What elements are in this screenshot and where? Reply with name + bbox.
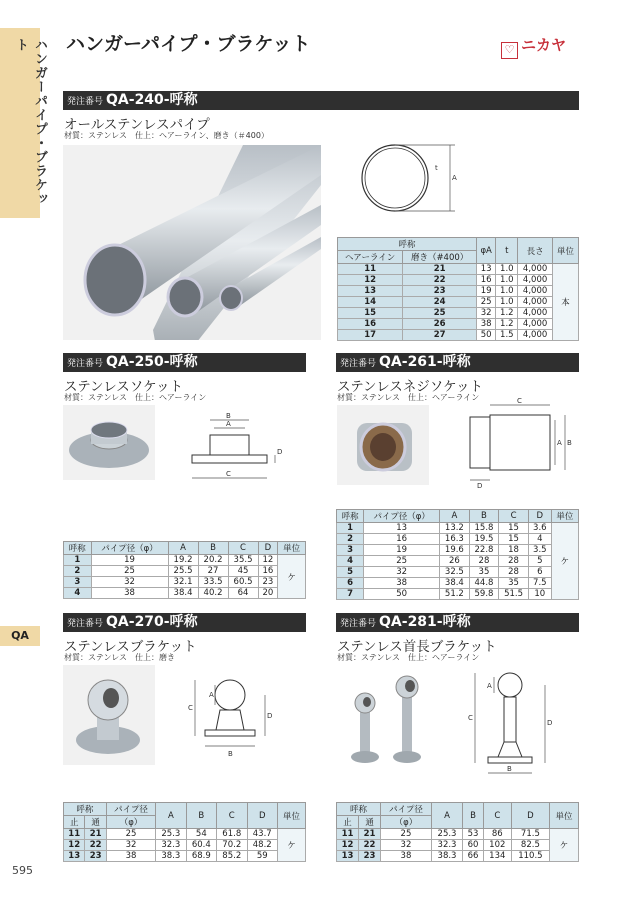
socket-diagram — [180, 410, 285, 485]
table-cell: 15 — [338, 308, 403, 319]
table-cell: 59 — [247, 851, 277, 862]
order-prefix: 発注番号 — [67, 619, 104, 629]
table-cell: 25.3 — [431, 829, 462, 840]
dim-label-a: A — [487, 682, 492, 690]
th-a: A — [156, 803, 186, 829]
table-cell: 12 — [338, 275, 403, 286]
table-cell: 27 — [198, 566, 228, 577]
table-cell: 32.1 — [168, 577, 198, 588]
table-cell: 4,000 — [518, 275, 553, 286]
table-cell: 19 — [91, 555, 168, 566]
table-cell: 21 — [85, 829, 106, 840]
table-cell: 35.5 — [228, 555, 258, 566]
screw-socket-diagram — [455, 395, 580, 490]
table-cell: 16 — [338, 319, 403, 330]
th-length: 長さ — [518, 238, 553, 264]
qa281-code: QA-281-呼称 — [379, 614, 471, 630]
table-cell: 1.0 — [496, 275, 518, 286]
table-row — [338, 308, 579, 319]
table-cell: 71.5 — [511, 829, 549, 840]
table-cell: 4,000 — [518, 330, 553, 341]
dim-label-a: A — [226, 420, 231, 428]
table-cell: 4 — [64, 588, 92, 599]
table-cell: 22.8 — [469, 545, 499, 556]
table-row — [338, 275, 579, 286]
table-cell: 4,000 — [518, 308, 553, 319]
qa250-code: QA-250-呼称 — [106, 354, 198, 370]
table-row — [338, 330, 579, 341]
table-row — [337, 829, 579, 840]
order-prefix: 発注番号 — [340, 359, 377, 369]
table-cell: 27 — [403, 330, 477, 341]
table-cell: 12 — [64, 840, 85, 851]
qa281-name: ステンレス首長ブラケット — [337, 639, 497, 655]
table-cell: 25.5 — [168, 566, 198, 577]
table-cell: 1 — [337, 523, 364, 534]
side-category-tab — [0, 28, 47, 218]
table-header-cell: パイプ径（φ） — [364, 510, 440, 523]
qa240-header — [63, 91, 579, 110]
table-cell: 26 — [440, 556, 470, 567]
unit-cell: ケ — [551, 523, 578, 600]
table-cell: 38 — [476, 319, 495, 330]
th-pipe: パイプ径 — [381, 803, 432, 816]
table-cell: 23 — [258, 577, 278, 588]
table-cell: 25 — [364, 556, 440, 567]
th-stop: 止 — [337, 816, 359, 829]
index-tab-qa: QA — [0, 626, 40, 646]
table-cell: 68.9 — [186, 851, 216, 862]
table-row — [338, 319, 579, 330]
table-header-cell: パイプ径（φ） — [91, 542, 168, 555]
table-cell: 17 — [338, 330, 403, 341]
table-row — [337, 851, 579, 862]
dim-label-d: D — [547, 719, 553, 727]
table-cell: 38.4 — [168, 588, 198, 599]
qa261-name: ステンレスネジソケット — [337, 379, 484, 395]
th-unit: 単位 — [550, 803, 579, 829]
qa261-code: QA-261-呼称 — [379, 354, 471, 370]
table-cell: 23 — [85, 851, 106, 862]
table-header-row — [64, 542, 306, 555]
table-cell: 6 — [528, 567, 551, 578]
table-cell: 4 — [528, 534, 551, 545]
th-through: 通 — [359, 816, 381, 829]
table-cell: 19.2 — [168, 555, 198, 566]
table-cell: 13 — [64, 851, 85, 862]
table-cell: 32.5 — [440, 567, 470, 578]
dim-label-a: A — [209, 691, 214, 699]
table-cell: 23 — [403, 286, 477, 297]
th-through: 通 — [85, 816, 106, 829]
table-cell: 22 — [85, 840, 106, 851]
table-row — [64, 588, 306, 599]
table-cell: 16 — [364, 534, 440, 545]
table-cell: 24 — [403, 297, 477, 308]
table-cell: 22 — [359, 840, 381, 851]
qa250-table — [63, 541, 306, 599]
table-cell: 16 — [476, 275, 495, 286]
unit-cell: ケ — [277, 829, 305, 862]
table-cell: 43.7 — [247, 829, 277, 840]
table-cell: 19 — [364, 545, 440, 556]
heart-icon: ♡ — [501, 42, 518, 59]
table-cell: 38 — [91, 588, 168, 599]
table-cell: 12 — [337, 840, 359, 851]
table-cell: 25 — [106, 829, 155, 840]
table-cell: 20.2 — [198, 555, 228, 566]
table-header-cell: 呼称 — [64, 542, 92, 555]
table-cell: 38 — [106, 851, 155, 862]
dim-label-t: t — [435, 164, 438, 172]
qa240-name: オールステンレスパイプ — [64, 117, 210, 133]
table-cell: 1 — [64, 555, 92, 566]
table-cell: 6 — [337, 578, 364, 589]
table-cell: 53 — [463, 829, 484, 840]
table-cell: 7 — [337, 589, 364, 600]
table-cell: 28 — [499, 556, 529, 567]
table-cell: 11 — [337, 829, 359, 840]
table-cell: 4,000 — [518, 264, 553, 275]
pipe-photo — [63, 145, 321, 340]
table-cell: 38.3 — [156, 851, 186, 862]
table-cell: 1.0 — [496, 264, 518, 275]
th-pipe: パイプ径 — [106, 803, 155, 816]
table-cell: 10 — [528, 589, 551, 600]
table-cell: 51.2 — [440, 589, 470, 600]
qa250-name: ステンレスソケット — [64, 379, 184, 395]
table-cell: 4 — [337, 556, 364, 567]
table-cell: 19 — [476, 286, 495, 297]
table-cell: 28 — [499, 567, 529, 578]
dim-label-b: B — [228, 750, 233, 758]
dim-label-c: C — [468, 714, 473, 722]
table-cell: 16 — [258, 566, 278, 577]
table-row — [64, 577, 306, 588]
th-call: 呼称 — [337, 803, 381, 816]
table-row — [337, 556, 579, 567]
unit-cell: ケ — [550, 829, 579, 862]
table-header-cell: C — [499, 510, 529, 523]
th-unit: 単位 — [552, 238, 578, 264]
table-cell: 38 — [364, 578, 440, 589]
table-cell: 4,000 — [518, 319, 553, 330]
brand-logo — [501, 34, 581, 56]
table-cell: 54 — [186, 829, 216, 840]
table-body — [64, 829, 306, 862]
bracket-diagram — [180, 670, 285, 760]
th-phi: （φ） — [381, 816, 432, 829]
table-header-cell: 単位 — [278, 542, 306, 555]
qa270-spec: 材質：ステンレス 仕上：磨き — [64, 653, 175, 662]
table-cell: 21 — [359, 829, 381, 840]
table-cell: 25 — [91, 566, 168, 577]
table-cell: 1.2 — [496, 308, 518, 319]
table-cell: 26 — [403, 319, 477, 330]
dim-label-c: C — [188, 704, 193, 712]
table-cell: 13 — [337, 851, 359, 862]
table-cell: 70.2 — [217, 840, 247, 851]
side-category-label: ハンガーパイプ・ブラケット — [13, 38, 47, 206]
table-cell: 2 — [64, 566, 92, 577]
table-cell: 3 — [64, 577, 92, 588]
table-row — [64, 566, 306, 577]
qa281-header — [336, 613, 579, 632]
order-prefix: 発注番号 — [67, 359, 104, 369]
page-title: ハンガーパイプ・ブラケット — [66, 33, 311, 55]
dim-label-d: D — [277, 448, 283, 456]
table-cell: 35 — [469, 567, 499, 578]
table-row — [64, 555, 306, 566]
socket-photo — [63, 405, 155, 480]
table-cell: 13 — [476, 264, 495, 275]
unit-cell: 本 — [552, 264, 578, 341]
table-header-cell: D — [528, 510, 551, 523]
table-row — [337, 534, 579, 545]
table-cell: 59.8 — [469, 589, 499, 600]
table-cell: 50 — [364, 589, 440, 600]
th-b: B — [463, 803, 484, 829]
table-body — [64, 555, 306, 599]
table-cell: 32 — [476, 308, 495, 319]
table-cell: 19.6 — [440, 545, 470, 556]
table-cell: 32 — [91, 577, 168, 588]
table-cell: 3 — [337, 545, 364, 556]
dim-label-d: D — [477, 482, 483, 490]
th-t: t — [496, 238, 518, 264]
qa261-table — [336, 509, 579, 600]
table-cell: 3.5 — [528, 545, 551, 556]
pipe-section-diagram — [355, 140, 465, 225]
table-cell: 25.3 — [156, 829, 186, 840]
table-cell: 5 — [528, 556, 551, 567]
qa261-header — [336, 353, 579, 372]
brand-logo-text: ニカヤ — [521, 36, 567, 54]
table-cell: 15 — [499, 523, 529, 534]
table-cell: 4,000 — [518, 297, 553, 308]
dim-label-b: B — [507, 765, 512, 773]
long-bracket-photo — [340, 665, 440, 775]
table-cell: 33.5 — [198, 577, 228, 588]
bracket-photo — [63, 665, 155, 765]
table-cell: 1.5 — [496, 330, 518, 341]
table-cell: 110.5 — [511, 851, 549, 862]
table-cell: 1.2 — [496, 319, 518, 330]
table-cell: 15 — [499, 534, 529, 545]
table-header-cell: B — [469, 510, 499, 523]
order-prefix: 発注番号 — [340, 619, 377, 629]
table-cell: 82.5 — [511, 840, 549, 851]
table-row — [337, 578, 579, 589]
table-cell: 60.4 — [186, 840, 216, 851]
table-cell: 21 — [403, 264, 477, 275]
th-c: C — [483, 803, 511, 829]
table-cell: 22 — [403, 275, 477, 286]
table-body — [337, 829, 579, 862]
table-cell: 11 — [64, 829, 85, 840]
table-cell: 85.2 — [217, 851, 247, 862]
table-row — [337, 567, 579, 578]
table-body — [338, 264, 579, 341]
th-call: 呼称 — [64, 803, 107, 816]
table-header-cell: C — [228, 542, 258, 555]
th-d: D — [247, 803, 277, 829]
table-cell: 38.4 — [440, 578, 470, 589]
table-body — [337, 523, 579, 600]
th-a: φA — [476, 238, 495, 264]
table-cell: 20 — [258, 588, 278, 599]
page-number: 595 — [12, 864, 33, 877]
qa270-name: ステンレスブラケット — [64, 639, 197, 655]
long-bracket-diagram — [460, 665, 575, 780]
table-row — [337, 523, 579, 534]
table-cell: 35 — [499, 578, 529, 589]
table-header-cell: A — [168, 542, 198, 555]
table-cell: 32 — [381, 840, 432, 851]
dim-label-a: A — [452, 174, 457, 182]
table-header-cell: 呼称 — [337, 510, 364, 523]
table-row — [64, 840, 306, 851]
table-header-row — [337, 510, 579, 523]
table-row — [338, 286, 579, 297]
qa250-spec: 材質：ステンレス 仕上：ヘアーライン — [64, 393, 207, 402]
qa281-table — [336, 802, 579, 862]
table-cell: 1.0 — [496, 286, 518, 297]
th-call: 呼称 — [338, 238, 477, 251]
table-cell: 32.3 — [431, 840, 462, 851]
table-cell: 11 — [338, 264, 403, 275]
th-b: B — [186, 803, 216, 829]
qa261-spec: 材質：ステンレス 仕上：ヘアーライン — [337, 393, 480, 402]
table-row — [337, 840, 579, 851]
table-cell: 38.3 — [431, 851, 462, 862]
dim-label-a: A — [557, 439, 562, 447]
table-row — [337, 545, 579, 556]
table-cell: 32 — [364, 567, 440, 578]
table-cell: 16.3 — [440, 534, 470, 545]
table-cell: 4,000 — [518, 286, 553, 297]
table-row — [64, 829, 306, 840]
table-cell: 13.2 — [440, 523, 470, 534]
table-cell: 13 — [338, 286, 403, 297]
table-header-cell: 単位 — [551, 510, 578, 523]
table-cell: 28 — [469, 556, 499, 567]
table-row — [337, 589, 579, 600]
table-cell: 66 — [463, 851, 484, 862]
table-row — [338, 297, 579, 308]
table-cell: 32.3 — [156, 840, 186, 851]
dim-label-b: B — [226, 412, 231, 420]
order-prefix: 発注番号 — [67, 97, 104, 107]
table-cell: 61.8 — [217, 829, 247, 840]
table-cell: 86 — [483, 829, 511, 840]
table-header-cell: B — [198, 542, 228, 555]
table-cell: 134 — [483, 851, 511, 862]
dim-label-b: B — [567, 439, 572, 447]
table-header-cell: D — [258, 542, 278, 555]
table-row — [338, 264, 579, 275]
table-cell: 44.8 — [469, 578, 499, 589]
table-cell: 14 — [338, 297, 403, 308]
th-c: C — [217, 803, 247, 829]
table-cell: 13 — [364, 523, 440, 534]
table-cell: 25 — [476, 297, 495, 308]
table-cell: 60.5 — [228, 577, 258, 588]
table-cell: 3.6 — [528, 523, 551, 534]
table-cell: 7.5 — [528, 578, 551, 589]
table-cell: 32 — [106, 840, 155, 851]
table-header-cell: A — [440, 510, 470, 523]
qa250-header — [63, 353, 306, 372]
screw-socket-photo — [337, 405, 429, 485]
qa240-table — [337, 237, 579, 341]
table-cell: 60 — [463, 840, 484, 851]
table-cell: 38 — [381, 851, 432, 862]
table-cell: 18 — [499, 545, 529, 556]
table-cell: 15.8 — [469, 523, 499, 534]
qa270-table — [63, 802, 306, 862]
qa270-code: QA-270-呼称 — [106, 614, 198, 630]
table-cell: 51.5 — [499, 589, 529, 600]
qa240-spec: 材質：ステンレス 仕上：ヘアーライン、磨き（＃400） — [64, 131, 269, 140]
table-cell: 40.2 — [198, 588, 228, 599]
table-cell: 48.2 — [247, 840, 277, 851]
table-cell: 23 — [359, 851, 381, 862]
qa281-spec: 材質：ステンレス 仕上：ヘアーライン — [337, 653, 480, 662]
table-cell: 12 — [258, 555, 278, 566]
th-unit: 単位 — [277, 803, 305, 829]
table-cell: 25 — [403, 308, 477, 319]
table-cell: 50 — [476, 330, 495, 341]
table-cell: 1.0 — [496, 297, 518, 308]
th-stop: 止 — [64, 816, 85, 829]
unit-cell: ケ — [278, 555, 306, 599]
table-cell: 2 — [337, 534, 364, 545]
table-cell: 19.5 — [469, 534, 499, 545]
th-d: D — [511, 803, 549, 829]
table-cell: 64 — [228, 588, 258, 599]
table-cell: 45 — [228, 566, 258, 577]
table-cell: 102 — [483, 840, 511, 851]
table-row — [64, 851, 306, 862]
dim-label-c: C — [517, 397, 522, 405]
qa240-code: QA-240-呼称 — [106, 92, 198, 108]
th-polish: 磨き（#400） — [403, 251, 477, 264]
th-phi: （φ） — [106, 816, 155, 829]
dim-label-c: C — [226, 470, 231, 478]
th-hairline: ヘアーライン — [338, 251, 403, 264]
table-cell: 5 — [337, 567, 364, 578]
table-cell: 25 — [381, 829, 432, 840]
th-a: A — [431, 803, 462, 829]
dim-label-d: D — [267, 712, 273, 720]
qa270-header — [63, 613, 306, 632]
